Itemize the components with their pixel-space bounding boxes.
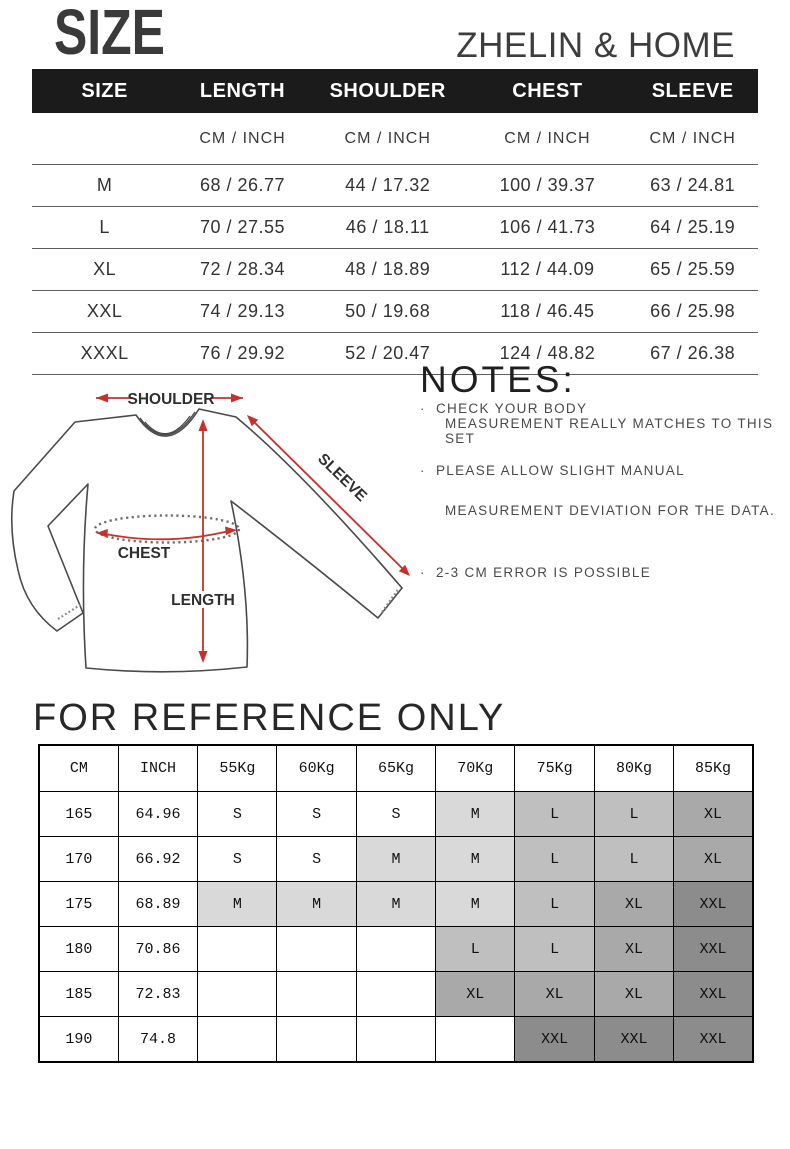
column-header: 70Kg xyxy=(436,745,515,792)
table-cell: XXL xyxy=(674,1017,753,1063)
table-cell: M xyxy=(32,165,177,207)
sleeve-label: SLEEVE xyxy=(314,450,371,506)
notes-section xyxy=(420,360,776,580)
table-cell: XL xyxy=(436,972,515,1017)
bullet-icon: · xyxy=(420,462,426,478)
column-header: 55Kg xyxy=(198,745,277,792)
table-cell: L xyxy=(594,837,673,882)
length-label: LENGTH xyxy=(171,592,235,609)
table-cell: S xyxy=(198,837,277,882)
table-row xyxy=(39,882,753,927)
column-header: LENGTH xyxy=(177,69,308,113)
table-cell xyxy=(198,1017,277,1063)
unit-cell: CM / INCH xyxy=(627,113,758,165)
table-cell: L xyxy=(515,927,594,972)
table-cell xyxy=(356,1017,435,1063)
table-cell: XXL xyxy=(594,1017,673,1063)
note-line xyxy=(420,565,776,580)
unit-row xyxy=(32,113,758,165)
reference-heading: FOR REFERENCE ONLY xyxy=(33,697,506,739)
column-header: 60Kg xyxy=(277,745,356,792)
table-cell: M xyxy=(198,882,277,927)
table-cell: 70 / 27.55 xyxy=(177,207,308,249)
size-table-body xyxy=(32,165,758,375)
reference-table-head xyxy=(39,745,753,792)
table-cell: XL xyxy=(674,837,753,882)
unit-cell: CM / INCH xyxy=(468,113,628,165)
table-cell: XL xyxy=(594,882,673,927)
table-cell: 106 / 41.73 xyxy=(468,207,628,249)
table-cell: XL xyxy=(32,249,177,291)
table-cell xyxy=(277,927,356,972)
column-header: 75Kg xyxy=(515,745,594,792)
table-cell xyxy=(436,1017,515,1063)
size-table xyxy=(32,69,758,375)
table-row xyxy=(32,207,758,249)
table-cell: 52 / 20.47 xyxy=(308,333,468,375)
table-cell: M xyxy=(436,837,515,882)
table-cell: XXL xyxy=(32,291,177,333)
note-text: 2-3 CM ERROR IS POSSIBLE xyxy=(436,564,651,580)
table-row xyxy=(32,249,758,291)
note-item xyxy=(420,463,776,518)
table-cell: 65 / 25.59 xyxy=(627,249,758,291)
table-cell: XXL xyxy=(515,1017,594,1063)
table-cell: XL xyxy=(674,792,753,837)
table-row xyxy=(39,972,753,1017)
table-cell: M xyxy=(436,882,515,927)
table-cell: L xyxy=(515,837,594,882)
table-cell: S xyxy=(277,837,356,882)
table-cell xyxy=(198,927,277,972)
table-cell: S xyxy=(277,792,356,837)
unit-cell: CM / INCH xyxy=(177,113,308,165)
note-text: MEASUREMENT DEVIATION FOR THE DATA. xyxy=(445,502,776,518)
shirt-measurement-diagram xyxy=(0,360,432,696)
table-cell: 63 / 24.81 xyxy=(627,165,758,207)
note-line xyxy=(420,463,776,478)
note-item xyxy=(420,401,776,446)
table-cell: M xyxy=(277,882,356,927)
table-cell xyxy=(277,1017,356,1063)
table-cell: 70.86 xyxy=(118,927,197,972)
notes-list xyxy=(420,401,776,580)
table-cell: S xyxy=(356,792,435,837)
table-cell: XL xyxy=(594,972,673,1017)
table-row xyxy=(39,792,753,837)
chest-label: CHEST xyxy=(117,545,171,562)
table-cell: 68.89 xyxy=(118,882,197,927)
table-cell: 190 xyxy=(39,1017,118,1063)
table-cell xyxy=(277,972,356,1017)
table-cell: 64.96 xyxy=(118,792,197,837)
table-cell: 68 / 26.77 xyxy=(177,165,308,207)
table-cell xyxy=(356,972,435,1017)
reference-header-row xyxy=(39,745,753,792)
table-cell: 170 xyxy=(39,837,118,882)
column-header: 80Kg xyxy=(594,745,673,792)
table-row xyxy=(32,291,758,333)
table-cell: M xyxy=(356,882,435,927)
size-table-header-row xyxy=(32,69,758,113)
column-header: CM xyxy=(39,745,118,792)
table-cell: 66 / 25.98 xyxy=(627,291,758,333)
table-cell: L xyxy=(436,927,515,972)
table-cell: 76 / 29.92 xyxy=(177,333,308,375)
table-cell: 165 xyxy=(39,792,118,837)
bullet-icon: · xyxy=(420,564,426,580)
note-text: CHECK YOUR BODY xyxy=(436,400,588,416)
table-cell: L xyxy=(32,207,177,249)
unit-cell xyxy=(32,113,177,165)
note-text: MEASUREMENT REALLY MATCHES TO THIS SET xyxy=(445,415,774,446)
table-cell: 74.8 xyxy=(118,1017,197,1063)
table-cell: 64 / 25.19 xyxy=(627,207,758,249)
column-header: 65Kg xyxy=(356,745,435,792)
table-cell: 175 xyxy=(39,882,118,927)
table-cell: XXXL xyxy=(32,333,177,375)
table-cell: L xyxy=(515,882,594,927)
table-cell: 74 / 29.13 xyxy=(177,291,308,333)
column-header: SLEEVE xyxy=(627,69,758,113)
note-text: PLEASE ALLOW SLIGHT MANUAL xyxy=(436,462,685,478)
column-header: INCH xyxy=(118,745,197,792)
column-header: 85Kg xyxy=(674,745,753,792)
table-cell: M xyxy=(436,792,515,837)
table-row xyxy=(39,927,753,972)
table-cell: L xyxy=(515,792,594,837)
brand-name: ZHELIN & HOME xyxy=(456,26,735,65)
unit-cell: CM / INCH xyxy=(308,113,468,165)
table-cell: XXL xyxy=(674,882,753,927)
column-header: SHOULDER xyxy=(308,69,468,113)
table-cell: XXL xyxy=(674,927,753,972)
table-cell: 72.83 xyxy=(118,972,197,1017)
table-cell: S xyxy=(198,792,277,837)
table-cell: 72 / 28.34 xyxy=(177,249,308,291)
notes-heading: NOTES: xyxy=(420,359,576,400)
table-cell: 44 / 17.32 xyxy=(308,165,468,207)
note-item xyxy=(420,565,776,580)
table-cell: L xyxy=(594,792,673,837)
shoulder-label: SHOULDER xyxy=(127,391,215,408)
table-cell: 180 xyxy=(39,927,118,972)
table-row xyxy=(39,837,753,882)
table-cell: XL xyxy=(594,927,673,972)
reference-table-body xyxy=(39,792,753,1063)
table-cell: XXL xyxy=(674,972,753,1017)
note-line xyxy=(420,401,776,416)
table-cell: 124 / 48.82 xyxy=(468,333,628,375)
table-cell: 112 / 44.09 xyxy=(468,249,628,291)
bullet-icon: · xyxy=(420,400,426,416)
table-cell: M xyxy=(356,837,435,882)
table-cell: 118 / 46.45 xyxy=(468,291,628,333)
table-cell: 50 / 19.68 xyxy=(308,291,468,333)
size-table-head xyxy=(32,69,758,165)
table-cell: 100 / 39.37 xyxy=(468,165,628,207)
table-cell xyxy=(198,972,277,1017)
reference-table xyxy=(38,744,754,1063)
table-cell: 66.92 xyxy=(118,837,197,882)
page-title: SIZE xyxy=(54,0,165,68)
column-header: CHEST xyxy=(468,69,628,113)
table-cell: 185 xyxy=(39,972,118,1017)
table-cell: XL xyxy=(515,972,594,1017)
table-cell xyxy=(356,927,435,972)
table-cell: 48 / 18.89 xyxy=(308,249,468,291)
table-row xyxy=(39,1017,753,1063)
table-cell: 67 / 26.38 xyxy=(627,333,758,375)
table-row xyxy=(32,165,758,207)
table-cell: 46 / 18.11 xyxy=(308,207,468,249)
column-header: SIZE xyxy=(32,69,177,113)
shirt-diagram-svg xyxy=(0,360,432,696)
